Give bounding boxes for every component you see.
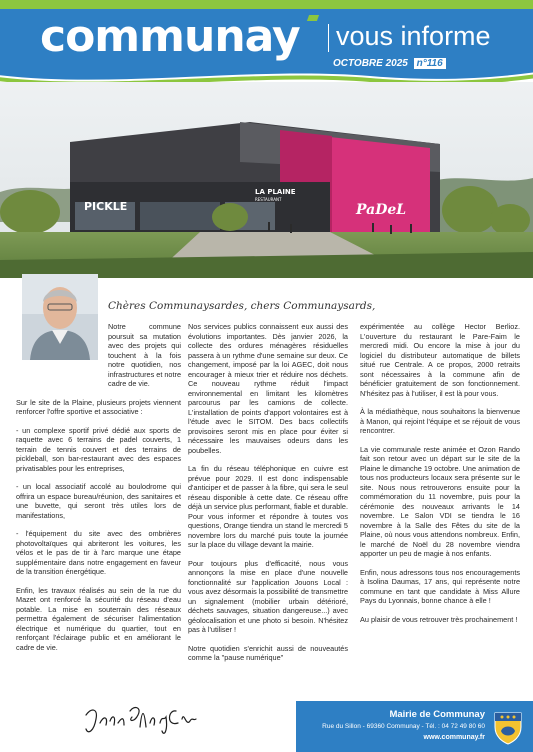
- paragraph: expérimentée au collège Hector Berlioz. L'ouverture du restaurant le Pare-Faim le mercredi midi. Ou encore la mise à jour du logiciel du distributeur automatique de billets situé rue Centrale. A ce propos, 2000 retraits sont nécessaires à la commune afin de bénéficier gratuitement de son fonctionnement. N'hésitez pas à l'utiliser, il est là pour vous.: [360, 322, 520, 398]
- paragraph: À la médiathèque, nous souhaitons la bienvenue à Manon, qui rejoint l'équipe et se réjouit de vous rencontrer.: [360, 407, 520, 435]
- salutation: Chères Communaysardes, chers Communaysards,: [108, 300, 376, 312]
- sign-la-plaine: LA PLAINE: [255, 188, 296, 196]
- paragraph: La fin du réseau téléphonique en cuivre est prévue pour 2029. Il est donc indispensable d'anticiper et de passer à la fibre, qui sera le seul réseau disponible à cette date. Ce réseau offre déjà un service plus performant, fiable et durable. Pour vous informer et répondre à toutes vos questions, Orange tiendra un stand le mercredi 5 novembre lors du marché puis toute la journée sur la place du village devant la mairie.: [188, 464, 348, 549]
- paragraph: - l'équipement du site avec des ombrières photovoltaïques qui abriteront les voitures, les vélos et le pas de tir à l'arc marque une étape supplémentaire dans notre engagement en faveur de la transition énergétique.: [16, 529, 181, 576]
- issue-info: [333, 58, 446, 69]
- letter-column-3: [360, 322, 520, 633]
- sign-restaurant: RESTAURANT: [255, 197, 282, 202]
- footer-contact: [296, 701, 533, 752]
- paragraph: Enfin, les travaux réalisés au sein de la rue du Mazet ont renforcé la sécurité du réseau d'eau potable. La mise en souterrain des réseaux permettra également de sécuriser l'alimentation électrique et numérique du quartier, tout en renforçant l'éclairage public et en améliorant le cadre de vie.: [16, 585, 181, 652]
- paragraph: - un complexe sportif privé dédié aux sports de raquette avec 6 terrains de padel couverts, 1 terrain de tennis couvert et des terrains de pickleball, son bar-restaurant avec des espaces privatisables pour les entreprises,: [16, 425, 181, 473]
- logo-divider: [328, 24, 329, 52]
- paragraph: Au plaisir de vous retrouver très prochainement !: [360, 614, 518, 624]
- masthead: [0, 0, 533, 82]
- paragraph: - un local associatif accolé au boulodrome qui offrira un espace bureau/réunion, des sanitaires et une buvette, qui seront très utiles lors de manifestations,: [16, 482, 181, 520]
- footer-address: Rue du Sillon - 69360 Communay - Tél. : 04 72 49 80 60: [322, 723, 485, 730]
- footer-website-link[interactable]: www.communay.fr: [423, 734, 485, 741]
- green-stripe: [0, 0, 533, 9]
- issue-date: OCTOBRE 2025: [333, 58, 408, 69]
- paragraph: Notre commune poursuit sa mutation avec des projets qui touchent à la fois notre quotidien, nos infrastructures et notre cadre de vie.: [108, 322, 182, 388]
- tagline: vous informe: [336, 21, 491, 51]
- letter-column-2: [188, 322, 348, 672]
- paragraph: Sur le site de la Plaine, plusieurs projets viennent renforcer l'offre sportive et associative :: [16, 397, 181, 416]
- paragraph: Notre quotidien s'enrichit aussi de nouveautés comme la "pause numérique": [188, 643, 348, 662]
- paragraph: Enfin, nous adressons tous nos encouragements à Isolina Daumas, 17 ans, qui représente notre commune en tant que candidate à Miss Allure Pays du Lyonnais, bonne chance à elle !: [360, 567, 520, 605]
- letter-column-1: [16, 322, 181, 661]
- issue-number: n°116: [414, 58, 446, 69]
- paragraph: La vie communale reste animée et Ozon Rando fait son retour avec un départ sur le site de la Plaine le dimanche 19 octobre. Une animation de tous nos producteurs locaux sera présente sur le site. Nous nous retrouverons ensuite pour la commémoration du 11 novembre, puis pour la cérémonie des nouveaux arrivants le 14 novembre. Le Salon VDI se tiendra le 16 novembre à la Salle des Fêtes du site de la Plaine, où nous vous attendons nombreux. Enfin, le marché de Noël du 28 novembre viendra apporter un peu de magie à nos enfants.: [360, 444, 520, 558]
- paragraph: Pour toujours plus d'efficacité, nous vous annonçons la mise en place d'une nouvelle fonctionnalité sur l'application Jouons Local : vous avez désormais la possibilité de transmettre un signalement (mobilier urbain détérioré, déchets sauvages, situation dangereuse...) avec géolocalisation et une photo si besoin. N'hésitez pas à l'utiliser !: [188, 558, 348, 634]
- paragraph: Nos services publics connaissent eux aussi des évolutions importantes. Dès janvier 2026, la collecte des ordures ménagères résiduelles passera à un rythme d'une semaine sur deux. Ce changement, imposé par la loi AGEC, doit nous encourager à mieux trier et réduire nos déchets. Ce nouveau rythme réduit l'impact environnemental en limitant les kilomètres parcourus par les camions de collecte. L'installation de points d'apport volontaires est à l'étude avec le SITOM. Des bacs collectifs provisoires seront mis en place pour éviter si nécessaire les mauvaises odeurs dans les poubelles.: [188, 322, 348, 455]
- hero-building-render: [0, 82, 533, 278]
- footer-title: Mairie de Communay: [389, 709, 485, 720]
- sign-padel: PaDeL: [356, 202, 407, 218]
- logo-accent: [307, 15, 319, 21]
- handwritten-signature: [82, 701, 202, 741]
- sign-pickleball: PICKLE: [84, 200, 128, 213]
- logo-wordmark: communay: [40, 11, 300, 62]
- town-crest-icon: [493, 709, 523, 745]
